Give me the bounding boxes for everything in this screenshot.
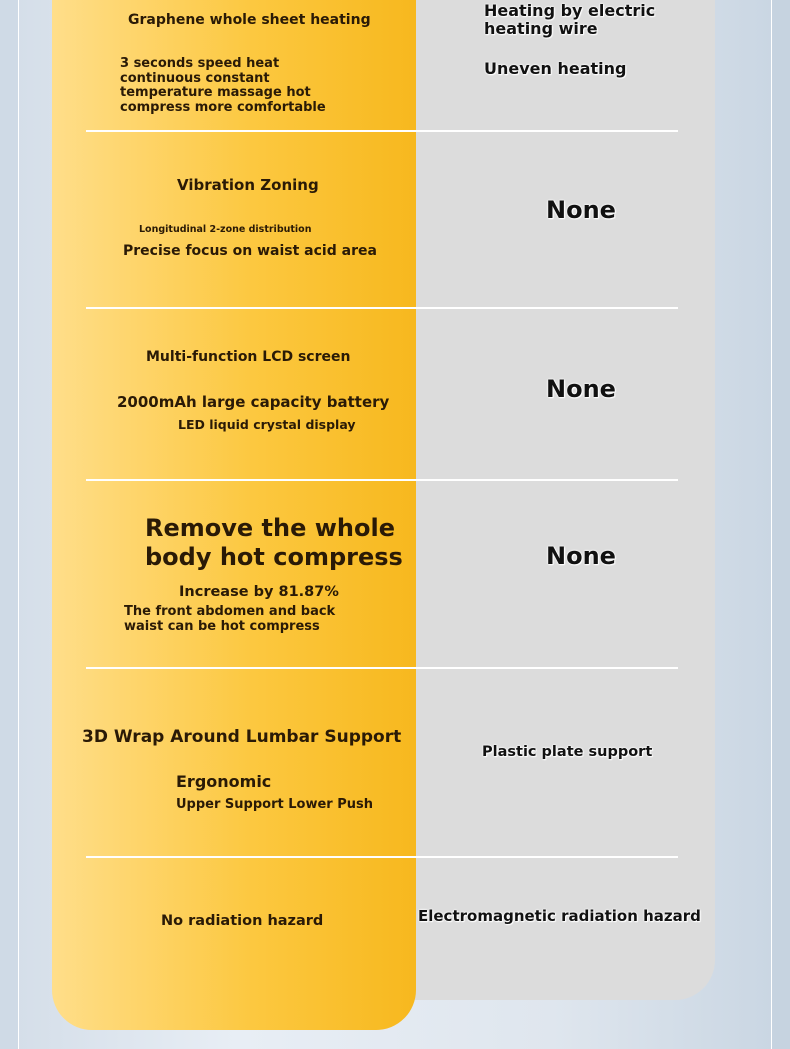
led-display: LED liquid crystal display [178,417,356,432]
row-divider [86,667,678,669]
hot-compress-title-2: body hot compress [145,543,403,571]
lcd-none: None [546,375,616,403]
heating-title: Graphene whole sheet heating [128,12,371,28]
row-divider [86,856,678,858]
vibration-zones: Longitudinal 2-zone distribution [139,224,312,235]
competitor-column [395,0,715,1000]
lumbar-title: 3D Wrap Around Lumbar Support [82,727,402,747]
plastic-support: Plastic plate support [482,744,653,760]
heating-desc-4: compress more comfortable [120,99,326,115]
row-divider [86,130,678,132]
uneven-heating: Uneven heating [484,59,627,78]
increase-percent: Increase by 81.87% [179,584,339,600]
wire-heating-line-1: Heating by electric [484,1,656,20]
heating-desc-2: continuous constant [120,70,270,86]
page-edge-left [0,0,19,1049]
wire-heating-line-2: heating wire [484,19,598,38]
hot-compress-desc-1: The front abdomen and back [124,604,336,619]
vibration-none: None [546,196,616,224]
heating-desc-1: 3 seconds speed heat [120,56,280,71]
hot-compress-none: None [546,542,616,570]
row-divider [86,479,678,481]
ergonomic: Ergonomic [176,772,272,791]
vibration-focus: Precise focus on waist acid area [123,243,377,259]
hot-compress-title-1: Remove the whole [145,514,395,542]
radiation-hazard: Electromagnetic radiation hazard [418,907,701,925]
heating-desc-3: temperature massage hot [120,85,311,100]
page-edge-right [771,0,790,1049]
no-radiation: No radiation hazard [161,913,324,929]
lcd-title: Multi-function LCD screen [146,349,351,365]
battery-capacity: 2000mAh large capacity battery [117,393,390,411]
row-divider [86,307,678,309]
support-push: Upper Support Lower Push [176,797,373,812]
hot-compress-desc-2: waist can be hot compress [124,619,320,634]
vibration-title: Vibration Zoning [177,176,319,194]
